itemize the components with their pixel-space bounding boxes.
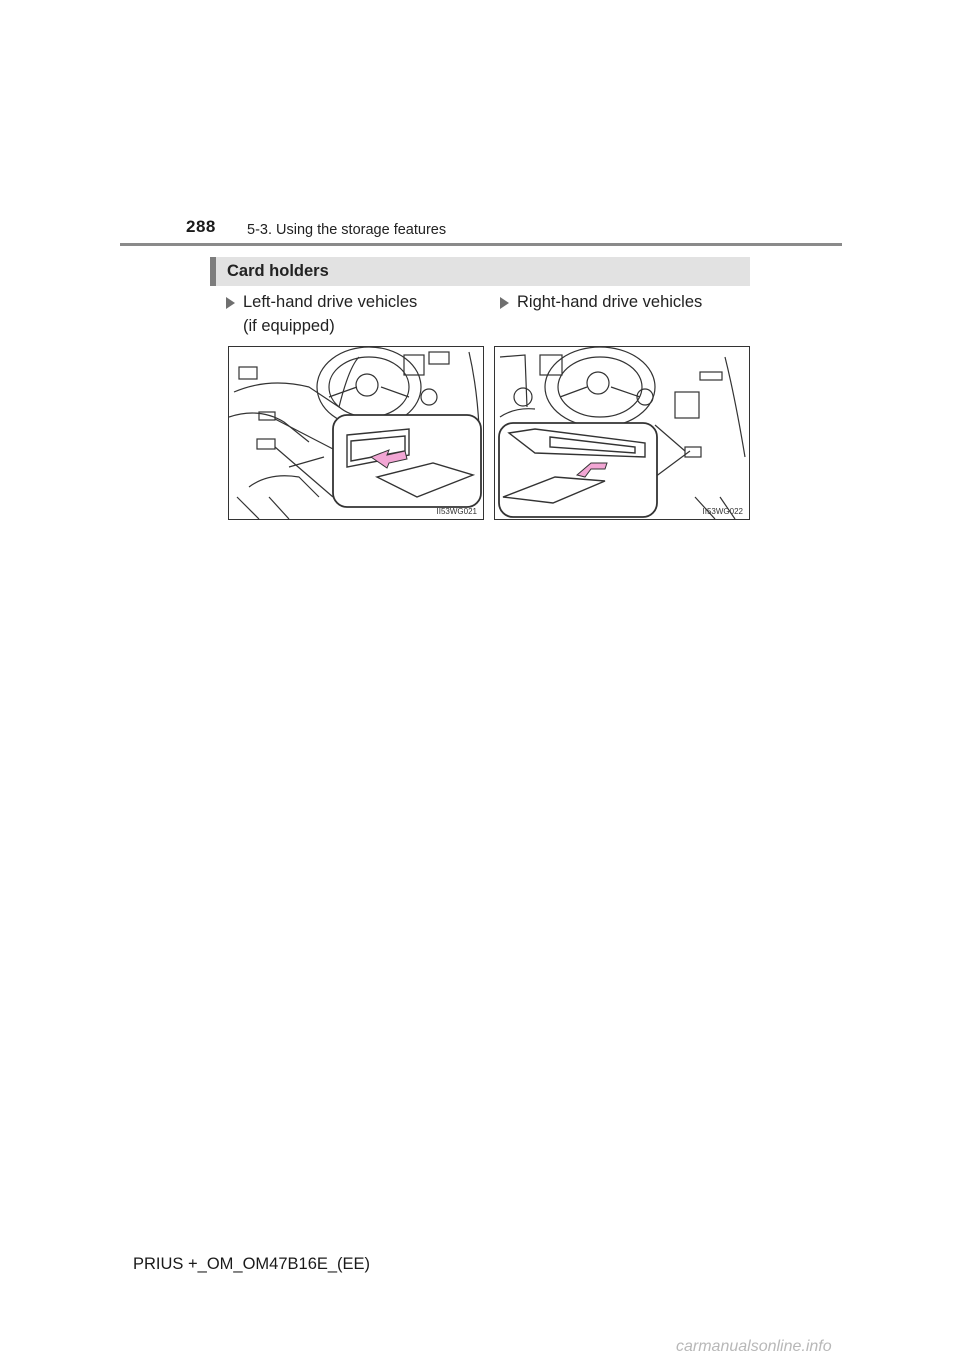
figure-right-hand-drive [494, 346, 750, 520]
page-number: 288 [186, 217, 216, 236]
caption-left-line2: (if equipped) [243, 317, 335, 335]
subsection-title: Card holders [227, 262, 329, 280]
figure-right-code: II53WG022 [702, 507, 743, 516]
watermark: carmanualsonline.info [676, 1338, 832, 1355]
section-title: 5-3. Using the storage features [247, 222, 447, 238]
figure-left-hand-drive [228, 346, 484, 520]
document-footer: PRIUS +_OM_OM47B16E_(EE) [133, 1255, 371, 1273]
header-divider [120, 243, 842, 246]
caption-left-line1: Left-hand drive vehicles [243, 293, 418, 311]
subsection-heading [210, 257, 750, 286]
caption-left [226, 290, 417, 338]
caption-right-line1: Right-hand drive vehicles [517, 293, 703, 311]
caption-right [500, 290, 702, 314]
card-holder-rhd-illustration [495, 347, 749, 519]
figure-left-code: II53WG021 [436, 507, 477, 516]
triangle-bullet-icon [500, 297, 509, 309]
card-holder-lhd-illustration [229, 347, 483, 519]
triangle-bullet-icon [226, 297, 235, 309]
